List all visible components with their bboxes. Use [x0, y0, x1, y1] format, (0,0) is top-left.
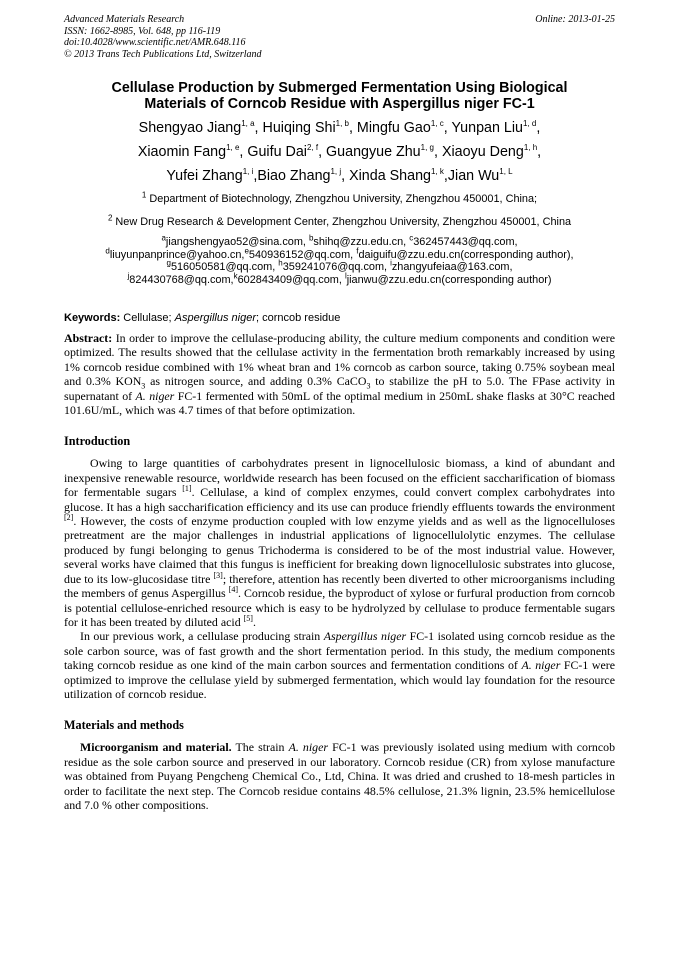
journal-header	[64, 14, 615, 60]
author-sup: 2, f	[306, 143, 319, 153]
author-line-1: Shengyao Jiang$^{1, a}$, Huiqing Shi$^{1, b}$, Mingfu Gao$^{1, c}$, Yunpan Liu$^{1, d}$,	[138, 119, 541, 136]
author: Biao Zhang	[257, 168, 331, 184]
author-sup: 1, a	[241, 119, 255, 129]
author: Guangyue Zhu	[326, 144, 421, 160]
author-line-3: Yufei Zhang$^{1, i}$,Biao Zhang$^{1, j}$, Xinda Shang$^{1, k}$,Jian $Wu^{1, L}$	[166, 167, 513, 184]
copyright-line: © 2013 Trans Tech Publications Ltd, Switzerland	[64, 48, 262, 60]
section-heading-introduction: Introduction	[64, 434, 131, 449]
author-line-2: Xiaomin Fang$^{1, e}$, Guifu Dai$^{2, f}$, Guangyue Zhu$^{1, g}$, Xiaoyu Deng$^{1, h}$,	[137, 143, 542, 160]
abstract-label: Abstract:	[64, 331, 113, 345]
online-date: Online: 2013-01-25	[535, 14, 615, 25]
journal-name: Advanced Materials Research	[64, 14, 185, 25]
keywords: Keywords: Cellulase; Aspergillus niger; corncob residue	[64, 312, 341, 324]
author: Xiaoyu Deng	[441, 144, 524, 160]
title-line-2: Materials of Corncob Residue with Aspergillus niger FC-1	[144, 95, 535, 112]
author: Huiqing Shi	[262, 120, 336, 136]
intro-paragraph-2: In our previous work, a cellulase producing strain Aspergillus niger FC-1 isolated using corncob residue as the sole carbon source, was of fast growth and the short fermentation period. In this study, the medium components taking corncob residue as one kind of the main carbon sources and fermentation conditions of A. niger FC-1 were optimized to improve the cellulase yield by submerged fermentation, which would lay foundation for the resource utilization of corncob residue.	[64, 629, 615, 701]
affiliations	[64, 188, 615, 234]
author: Guifu Dai	[247, 144, 307, 160]
issn-line: ISSN: 1662-8985, Vol. 648, pp 116-119	[64, 25, 221, 37]
author-sup: 1, h	[523, 143, 538, 153]
title-line-1: Cellulase Production by Submerged Fermentation Using Biological	[111, 80, 568, 96]
author: Mingfu Gao	[356, 120, 431, 136]
citation-ref: [4]	[228, 585, 239, 595]
author-sup: 1, c	[430, 119, 444, 129]
author-sup: 1, k	[430, 167, 444, 177]
author-sup: 1, e	[226, 143, 240, 153]
author-sup: 1, j	[330, 167, 342, 177]
doi-line: doi:10.4028/www.scientific.net/AMR.648.116	[64, 37, 246, 48]
intro-paragraph-1: Owing to large quantities of carbohydrates present in lignocellulosic biomass, a kind of abundant and inexpensive renewable resource, worldwide research has been focused on the efficient saccharification of biomass for fermentable sugars [1]. Cellulase, a kind of complex enzymes, could convert complex carbohydrates into glucose. It has a high saccharification efficiency and its use can produce friendly effluents towards the environment [2]. However, the costs of enzyme production coupled with low enzyme yields and as well as the lignocelluloses pretreatment are the major challenges in industrial applications of lignocellulolytic enzymes. The cellulase produced by fungi belonging to genus Trichoderma is considered to be of the most industrial value. However, several works have claimed that this fungus is inefficient for breaking down lignocellulosic substrates into glucose, due to its low-glucosidase titre [3]; therefore, attention has recently been diverted to other microorganisms including the members of genus Aspergillus [4]. Corncob residue, the byproduct of xylose or furfural production from corncob is potential cellulose-enriched resource which is easy to be hydrolyzed by cellulase to produce fermentable sugars for it has been treated by diluted acid [5].	[64, 456, 616, 629]
paper-page	[64, 14, 615, 812]
methods-paragraph-1: Microorganism and material. The strain A. niger FC-1 was previously isolated using medium with corncob residue as the sole carbon source and preserved in our laboratory. Corncob residue (CR) from xylose manufacture was obtained from Puyang Pengcheng Chemical Co., Ltd, China. It was dried and crushed to 18-mesh particles in order to facilitate the next step. The Corncob residue contains 48.5% cellulose, 21.3% lignin, 23.5% hemicellulose and 7.0 % other compositions.	[64, 740, 616, 812]
email-list	[64, 233, 615, 286]
affiliation-1: $^1$ Department of Biotechnology, Zhengzhou University, Zhengzhou 450001, China;	[141, 190, 538, 205]
author: Shengyao Jiang	[138, 120, 242, 136]
author: Xinda Shang	[349, 168, 431, 184]
email-line-1: $^a$jiangshengyao52@sina.com, $^b$shihq@zzu.edu.cn, $^c$362457443@qq.com,	[161, 233, 518, 248]
paper-title	[64, 81, 615, 112]
email-line-2: $^d$liuyunpanprince@yahoo.cn,$^e$540936152@qq.com, $^f$daiguifu@zzu.edu.cn(corresponding author),	[105, 245, 574, 261]
author: Yufei Zhang	[166, 168, 243, 184]
author: Yunpan Liu	[451, 120, 523, 136]
email-line-4: $^j$824430768@qq.com,$^k$602843409@qq.com, $^l$jianwu@zzu.edu.cn(corresponding author)	[127, 270, 552, 286]
citation-ref: [3]	[213, 570, 223, 580]
author-sup: 1, d	[523, 119, 537, 129]
citation-ref: [5]	[243, 613, 253, 623]
section-heading-methods: Materials and methods	[64, 718, 184, 733]
author-sup: 1, g	[420, 143, 434, 153]
citation-ref: [1]	[182, 484, 192, 494]
author-list	[64, 116, 615, 188]
keywords-label: Keywords:	[64, 312, 121, 324]
author: Jian Wu	[447, 168, 500, 184]
author-sup: 1, L	[499, 167, 513, 177]
affiliation-2: $^2$ New Drug Research & Development Center, Zhengzhou University, Zhengzhou 450001, China	[107, 213, 572, 228]
abstract: Abstract: In order to improve the cellulase-producing ability, the culture medium components and condition were optimized. The results showed that the cellulase activity in the fermentation broth remarkably increased by using 1% corncob residue combined with 1% wheat bran and 1% corncob as carbon source, taking 0.75% soybean meal and 0.3% $KON_3$ as nitrogen source, and adding 0.3% CaCO$_3$ to stabilize the pH to 5.0. The FPase activity in supernatant of A. niger FC-1 fermented with 50mL of the optimal medium in 250mL shake flasks at 30°C reached 101.6U/mL, which was 4.7 times of that before optimization.	[64, 331, 615, 418]
author-sup: 1, b	[335, 119, 349, 129]
citation-ref: [2]	[64, 513, 74, 523]
email-line-3: $^g$516050581@qq.com, $^h$359241076@qq.com, $^i$zhangyufeiaa@163.com,	[166, 258, 513, 273]
author: Xiaomin Fang	[137, 144, 227, 160]
author-sup: 1, i	[242, 167, 254, 177]
